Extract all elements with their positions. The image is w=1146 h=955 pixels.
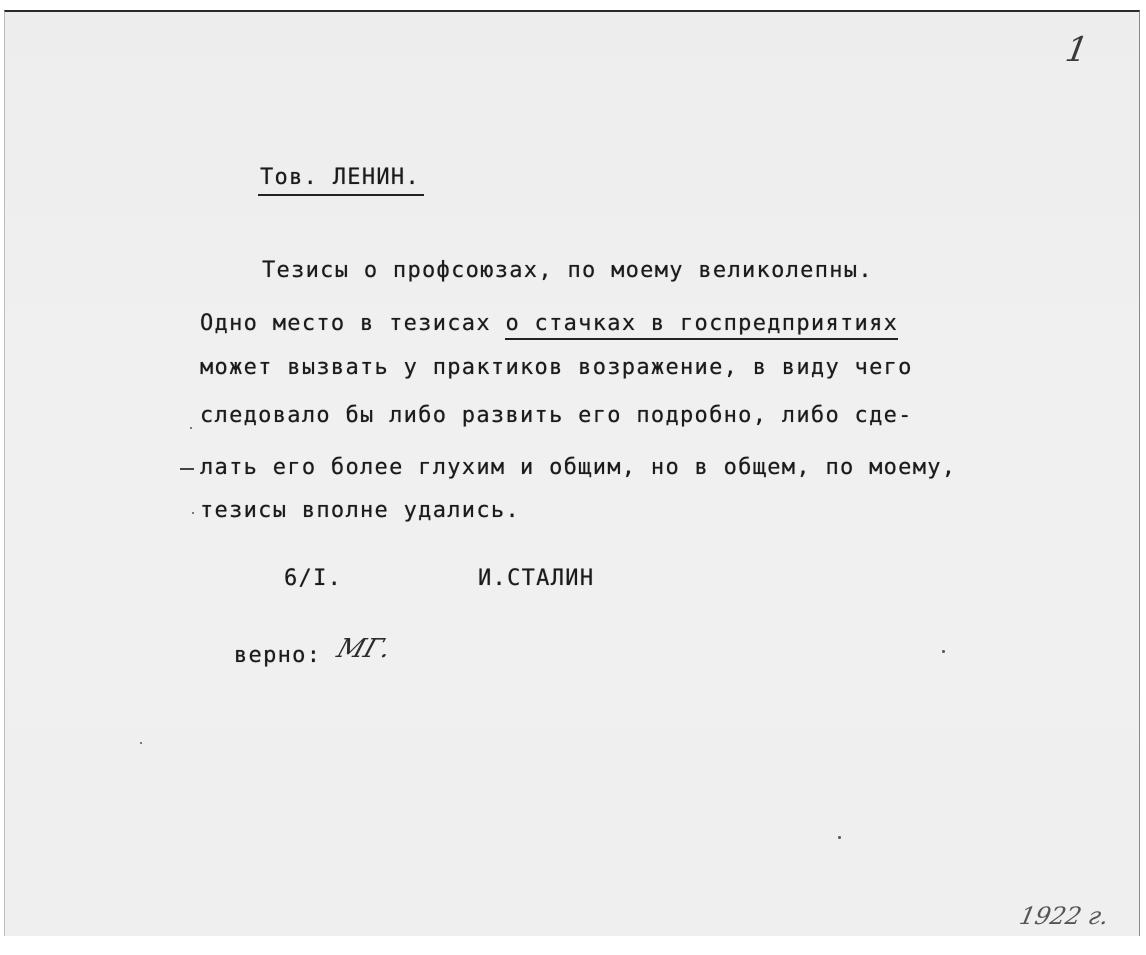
handwritten-year: 1922 г.	[1017, 902, 1112, 930]
paper-speck	[190, 427, 192, 429]
page-number: 1	[1062, 30, 1092, 70]
body-line-1: Тезисы о профсоюзах, по моему великолепны.	[262, 258, 873, 283]
paper-speck	[140, 742, 142, 744]
underlined-phrase: о стачках в госпредприятиях	[505, 311, 898, 340]
verified-label: верно:	[234, 643, 322, 668]
body-line-5: лать его более глухим и общим, но в общем, по моему,	[200, 455, 957, 480]
addressee-heading: Тов. ЛЕНИН.	[258, 165, 424, 196]
handwritten-initials: МГ.	[333, 634, 395, 664]
body-line-2-prefix: Одно место в тезисах	[200, 311, 506, 336]
body-line-4: следовало бы либо развить его подробно, либо сде-	[200, 403, 913, 428]
scan-bottom-margin	[0, 936, 1146, 955]
paper-speck	[192, 512, 194, 514]
date-text: 6/I.	[284, 566, 343, 591]
body-line-3: может вызвать у практиков возражение, в виду чего	[200, 355, 913, 380]
paper-speck	[942, 650, 945, 653]
signature-name: И.СТАЛИН	[478, 566, 595, 591]
paper-speck	[838, 836, 841, 839]
body-line-6: тезисы вполне удались.	[200, 498, 520, 523]
margin-mark	[180, 468, 194, 470]
body-line-2	[200, 311, 898, 336]
